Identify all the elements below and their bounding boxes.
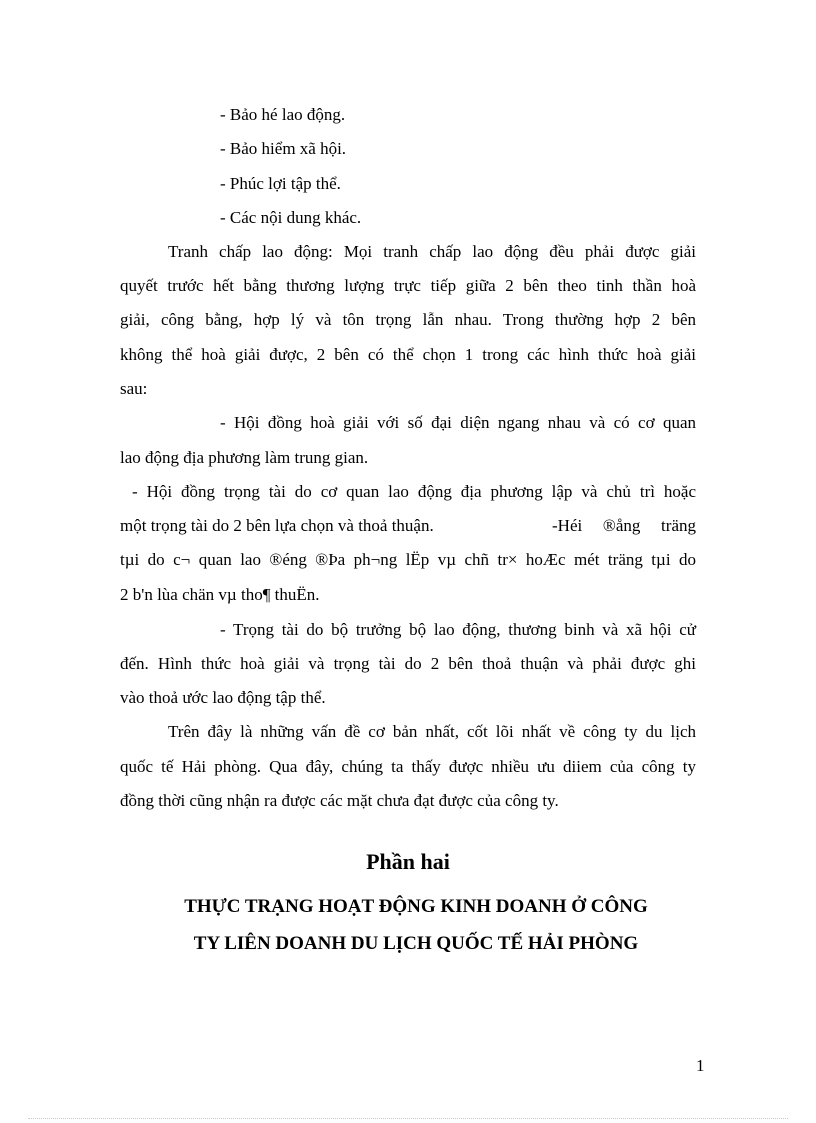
option-council-line: - Hội đồng hoà giải với số đại diện ngang nhau và có cơ quan bbox=[220, 413, 696, 432]
dispute-paragraph-line: sau: bbox=[120, 379, 148, 398]
option-arbitration-line: - Hội đồng trọng tài do cơ quan lao động địa phương lập và chủ trì hoặc bbox=[132, 482, 696, 501]
option-arbitration-line: một trọng tài do 2 bên lựa chọn và thoả thuận. bbox=[120, 516, 434, 535]
garbled-text-line: -Héi ®ång träng bbox=[552, 516, 696, 535]
bullet-social-insurance: - Bảo hiểm xã hội. bbox=[220, 139, 347, 158]
page-bottom-divider bbox=[28, 1118, 788, 1119]
dispute-paragraph-line: không thể hoà giải được, 2 bên có thể chọn 1 trong các hình thức hoà giải bbox=[120, 345, 696, 364]
option-ministry-line: đến. Hình thức hoà giải và trọng tài do 2 bên thoả thuận và phải được ghi bbox=[120, 654, 696, 673]
bullet-labour-protection: - Bảo hé lao động. bbox=[220, 105, 346, 124]
garbled-text-line: tµi do c¬ quan lao ®éng ®Þa ph¬ng lËp vµ chñ tr× hoÆc mét träng tµi do bbox=[120, 550, 696, 569]
dispute-paragraph-line: Tranh chấp lao động: Mọi tranh chấp lao động đều phải được giải bbox=[168, 242, 696, 261]
option-council-line: lao động địa phương làm trung gian. bbox=[120, 448, 369, 467]
conclusion-paragraph-line: đồng thời cũng nhận ra được các mặt chưa đạt được của công ty. bbox=[120, 791, 559, 810]
bullet-other-content: - Các nội dung khác. bbox=[220, 208, 362, 227]
part-heading: Phần hai bbox=[366, 849, 450, 874]
option-ministry-line: vào thoả ước lao động tập thể. bbox=[120, 688, 326, 707]
dispute-paragraph-line: giải, công bằng, hợp lý và tôn trọng lẫn nhau. Trong thường hợp 2 bên bbox=[120, 310, 696, 329]
option-ministry-line: - Trọng tài do bộ trưởng bộ lao động, thương binh và xã hội cử bbox=[220, 620, 696, 639]
bullet-collective-welfare: - Phúc lợi tập thể. bbox=[220, 174, 341, 193]
part-title-line: THỰC TRẠNG HOẠT ĐỘNG KINH DOANH Ở CÔNG bbox=[184, 896, 648, 917]
page-number: 1 bbox=[696, 1056, 705, 1075]
conclusion-paragraph-line: quốc tế Hải phòng. Qua đây, chúng ta thấy được nhiều ưu diiem của công ty bbox=[120, 757, 696, 776]
conclusion-paragraph-line: Trên đây là những vấn đề cơ bản nhất, cốt lõi nhất về công ty du lịch bbox=[168, 722, 696, 741]
part-title-line: TY LIÊN DOANH DU LỊCH QUỐC TẾ HẢI PHÒNG bbox=[193, 933, 639, 954]
dispute-paragraph-line: quyết trước hết bằng thương lượng trực tiếp giữa 2 bên theo tinh thần hoà bbox=[120, 276, 696, 295]
garbled-text-line: 2 b'n lùa chän vµ tho¶ thuËn. bbox=[120, 585, 320, 604]
